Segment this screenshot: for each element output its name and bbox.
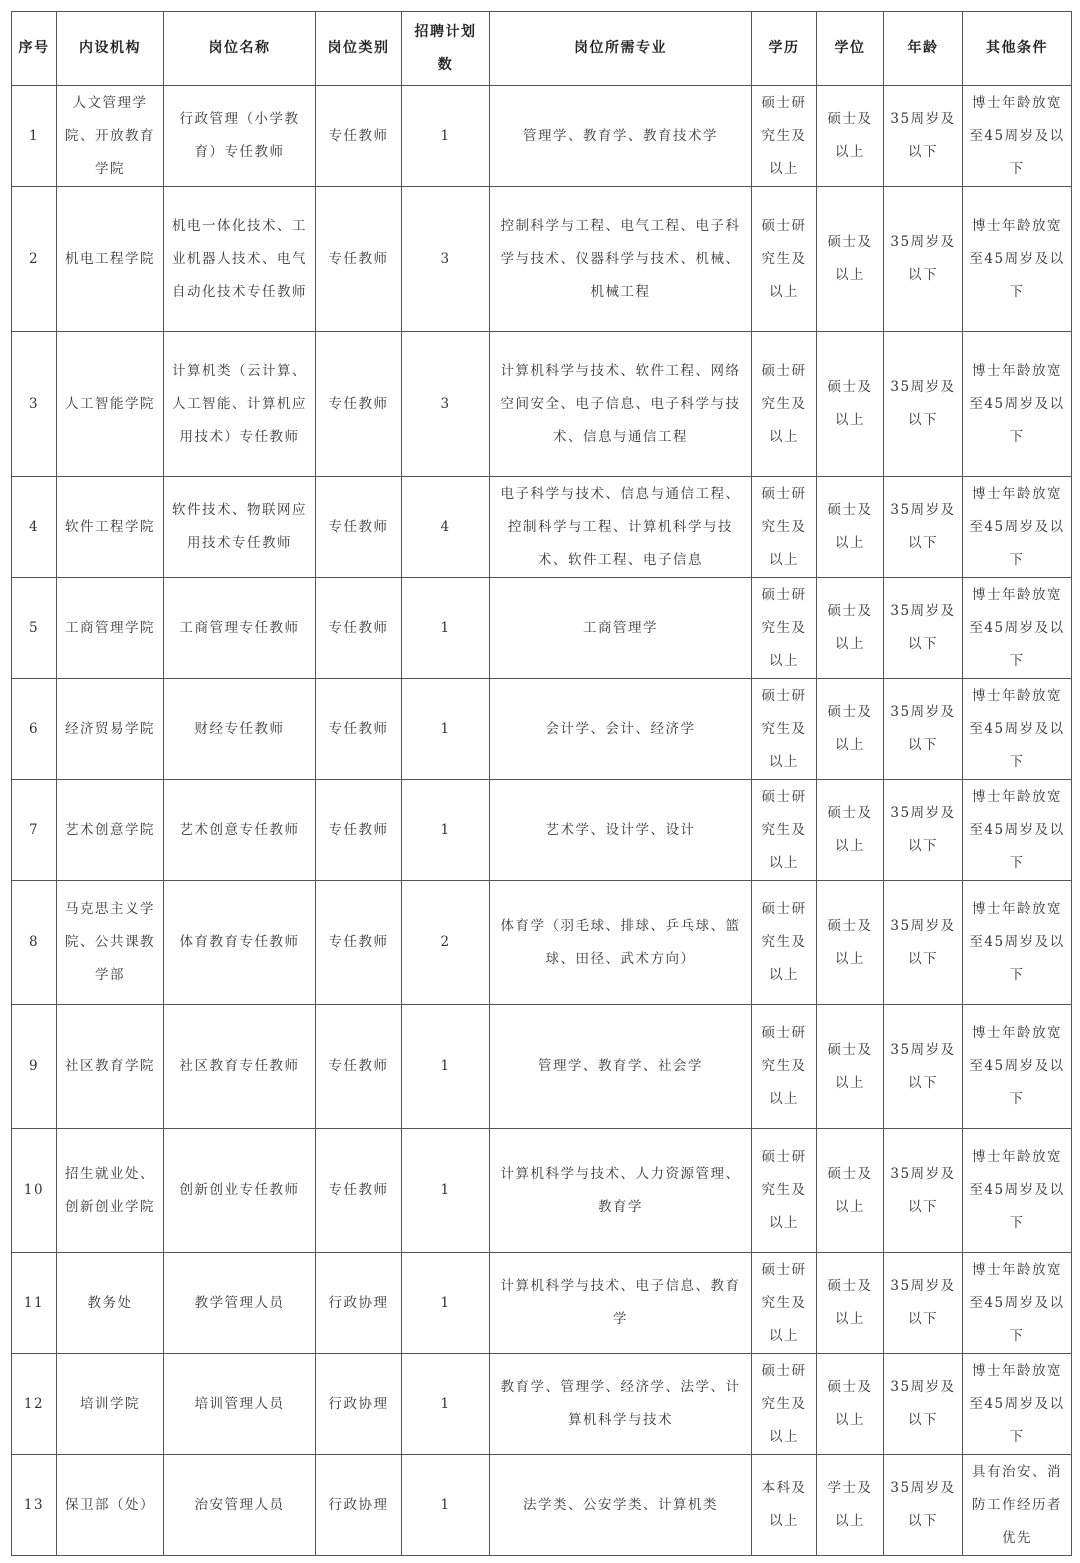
cell-other: 博士年龄放宽至45周岁及以下 — [963, 187, 1072, 332]
cell-degree: 硕士及以上 — [817, 1005, 884, 1129]
cell-major: 管理学、教育学、社会学 — [490, 1005, 752, 1129]
cell-major: 法学类、公安学类、计算机类 — [490, 1455, 752, 1556]
cell-plan-count: 1 — [402, 1129, 490, 1253]
cell-degree: 硕士及以上 — [817, 679, 884, 780]
cell-plan-count: 1 — [402, 679, 490, 780]
cell-department: 招生就业处、创新创业学院 — [57, 1129, 164, 1253]
header-other: 其他条件 — [963, 12, 1072, 86]
cell-degree: 硕士及以上 — [817, 1129, 884, 1253]
table-row — [12, 679, 1072, 780]
table-row — [12, 881, 1072, 1005]
cell-position-type: 专任教师 — [316, 1005, 402, 1129]
cell-position-name: 治安管理人员 — [164, 1455, 316, 1556]
cell-position-type: 专任教师 — [316, 881, 402, 1005]
cell-major: 管理学、教育学、教育技术学 — [490, 86, 752, 187]
cell-plan-count: 1 — [402, 1253, 490, 1354]
cell-major: 控制科学与工程、电气工程、电子科学与技术、仪器科学与技术、机械、机械工程 — [490, 187, 752, 332]
cell-degree: 硕士及以上 — [817, 1253, 884, 1354]
cell-department: 工商管理学院 — [57, 578, 164, 679]
cell-major: 计算机科学与技术、软件工程、网络空间安全、电子信息、电子科学与技术、信息与通信工程 — [490, 332, 752, 477]
cell-position-type: 专任教师 — [316, 332, 402, 477]
cell-degree: 硕士及以上 — [817, 578, 884, 679]
header-degree: 学位 — [817, 12, 884, 86]
cell-serial: 2 — [12, 187, 57, 332]
cell-serial: 3 — [12, 332, 57, 477]
cell-major: 计算机科学与技术、人力资源管理、教育学 — [490, 1129, 752, 1253]
cell-other: 博士年龄放宽至45周岁及以下 — [963, 477, 1072, 578]
cell-position-name: 教学管理人员 — [164, 1253, 316, 1354]
cell-position-name: 体育教育专任教师 — [164, 881, 316, 1005]
cell-department: 保卫部（处） — [57, 1455, 164, 1556]
cell-department: 艺术创意学院 — [57, 780, 164, 881]
table-row — [12, 332, 1072, 477]
cell-age: 35周岁及以下 — [884, 86, 963, 187]
cell-plan-count: 4 — [402, 477, 490, 578]
table-row — [12, 187, 1072, 332]
cell-other: 博士年龄放宽至45周岁及以下 — [963, 881, 1072, 1005]
cell-age: 35周岁及以下 — [884, 881, 963, 1005]
cell-degree: 学士及以上 — [817, 1455, 884, 1556]
cell-degree: 硕士及以上 — [817, 86, 884, 187]
table-row — [12, 1455, 1072, 1556]
cell-other: 博士年龄放宽至45周岁及以下 — [963, 578, 1072, 679]
cell-serial: 7 — [12, 780, 57, 881]
table-row — [12, 1129, 1072, 1253]
cell-age: 35周岁及以下 — [884, 1354, 963, 1455]
cell-degree: 硕士及以上 — [817, 881, 884, 1005]
cell-education: 硕士研究生及以上 — [752, 1005, 817, 1129]
cell-serial: 1 — [12, 86, 57, 187]
cell-position-type: 行政协理 — [316, 1354, 402, 1455]
cell-position-name: 工商管理专任教师 — [164, 578, 316, 679]
cell-serial: 10 — [12, 1129, 57, 1253]
cell-education: 硕士研究生及以上 — [752, 578, 817, 679]
cell-position-type: 专任教师 — [316, 1129, 402, 1253]
cell-age: 35周岁及以下 — [884, 1005, 963, 1129]
cell-serial: 12 — [12, 1354, 57, 1455]
cell-major: 体育学（羽毛球、排球、乒乓球、篮球、田径、武术方向） — [490, 881, 752, 1005]
document-page — [11, 11, 1072, 1556]
cell-other: 博士年龄放宽至45周岁及以下 — [963, 1005, 1072, 1129]
cell-department: 社区教育学院 — [57, 1005, 164, 1129]
cell-education: 硕士研究生及以上 — [752, 679, 817, 780]
cell-serial: 6 — [12, 679, 57, 780]
cell-age: 35周岁及以下 — [884, 780, 963, 881]
cell-major: 会计学、会计、经济学 — [490, 679, 752, 780]
cell-major: 计算机科学与技术、电子信息、教育学 — [490, 1253, 752, 1354]
cell-department: 机电工程学院 — [57, 187, 164, 332]
table-row — [12, 1354, 1072, 1455]
cell-position-name: 艺术创意专任教师 — [164, 780, 316, 881]
cell-plan-count: 1 — [402, 1354, 490, 1455]
cell-position-type: 专任教师 — [316, 86, 402, 187]
cell-degree: 硕士及以上 — [817, 332, 884, 477]
cell-position-name: 培训管理人员 — [164, 1354, 316, 1455]
cell-department: 培训学院 — [57, 1354, 164, 1455]
cell-serial: 11 — [12, 1253, 57, 1354]
cell-other: 博士年龄放宽至45周岁及以下 — [963, 86, 1072, 187]
cell-serial: 4 — [12, 477, 57, 578]
header-department: 内设机构 — [57, 12, 164, 86]
cell-serial: 13 — [12, 1455, 57, 1556]
header-serial: 序号 — [12, 12, 57, 86]
cell-major: 艺术学、设计学、设计 — [490, 780, 752, 881]
cell-other: 博士年龄放宽至45周岁及以下 — [963, 1253, 1072, 1354]
cell-position-name: 软件技术、物联网应用技术专任教师 — [164, 477, 316, 578]
table-body — [12, 86, 1072, 1556]
cell-degree: 硕士及以上 — [817, 1354, 884, 1455]
cell-major: 电子科学与技术、信息与通信工程、控制科学与工程、计算机科学与技术、软件工程、电子信息 — [490, 477, 752, 578]
cell-education: 硕士研究生及以上 — [752, 1129, 817, 1253]
cell-other: 博士年龄放宽至45周岁及以下 — [963, 780, 1072, 881]
cell-department: 软件工程学院 — [57, 477, 164, 578]
cell-position-name: 机电一体化技术、工业机器人技术、电气自动化技术专任教师 — [164, 187, 316, 332]
cell-age: 35周岁及以下 — [884, 1129, 963, 1253]
header-plan-count: 招聘计划数 — [402, 12, 490, 86]
cell-age: 35周岁及以下 — [884, 187, 963, 332]
cell-other: 具有治安、消防工作经历者优先 — [963, 1455, 1072, 1556]
cell-plan-count: 1 — [402, 86, 490, 187]
table-header-row — [12, 12, 1072, 86]
cell-position-name: 社区教育专任教师 — [164, 1005, 316, 1129]
cell-education: 硕士研究生及以上 — [752, 477, 817, 578]
cell-serial: 8 — [12, 881, 57, 1005]
cell-department: 马克思主义学院、公共课教学部 — [57, 881, 164, 1005]
cell-position-type: 专任教师 — [316, 679, 402, 780]
cell-position-name: 行政管理（小学教育）专任教师 — [164, 86, 316, 187]
cell-position-type: 专任教师 — [316, 187, 402, 332]
cell-plan-count: 1 — [402, 578, 490, 679]
cell-other: 博士年龄放宽至45周岁及以下 — [963, 332, 1072, 477]
cell-plan-count: 2 — [402, 881, 490, 1005]
cell-degree: 硕士及以上 — [817, 187, 884, 332]
cell-department: 教务处 — [57, 1253, 164, 1354]
cell-education: 硕士研究生及以上 — [752, 86, 817, 187]
cell-position-type: 行政协理 — [316, 1253, 402, 1354]
cell-age: 35周岁及以下 — [884, 679, 963, 780]
cell-department: 人工智能学院 — [57, 332, 164, 477]
cell-education: 硕士研究生及以上 — [752, 1253, 817, 1354]
header-age: 年龄 — [884, 12, 963, 86]
cell-education: 硕士研究生及以上 — [752, 881, 817, 1005]
cell-plan-count: 3 — [402, 332, 490, 477]
cell-position-type: 专任教师 — [316, 578, 402, 679]
table-row — [12, 477, 1072, 578]
cell-position-name: 创新创业专任教师 — [164, 1129, 316, 1253]
cell-department: 经济贸易学院 — [57, 679, 164, 780]
cell-other: 博士年龄放宽至45周岁及以下 — [963, 679, 1072, 780]
cell-education: 硕士研究生及以上 — [752, 187, 817, 332]
cell-plan-count: 3 — [402, 187, 490, 332]
cell-degree: 硕士及以上 — [817, 780, 884, 881]
cell-major: 工商管理学 — [490, 578, 752, 679]
cell-age: 35周岁及以下 — [884, 1253, 963, 1354]
table-row — [12, 1253, 1072, 1354]
cell-major: 教育学、管理学、经济学、法学、计算机科学与技术 — [490, 1354, 752, 1455]
cell-age: 35周岁及以下 — [884, 578, 963, 679]
header-position-name: 岗位名称 — [164, 12, 316, 86]
cell-department: 人文管理学院、开放教育学院 — [57, 86, 164, 187]
cell-position-name: 财经专任教师 — [164, 679, 316, 780]
cell-other: 博士年龄放宽至45周岁及以下 — [963, 1129, 1072, 1253]
table-row — [12, 578, 1072, 679]
cell-degree: 硕士及以上 — [817, 477, 884, 578]
table-row — [12, 1005, 1072, 1129]
cell-serial: 9 — [12, 1005, 57, 1129]
cell-position-type: 专任教师 — [316, 780, 402, 881]
cell-plan-count: 1 — [402, 1455, 490, 1556]
cell-position-name: 计算机类（云计算、人工智能、计算机应用技术）专任教师 — [164, 332, 316, 477]
cell-position-type: 行政协理 — [316, 1455, 402, 1556]
table-row — [12, 86, 1072, 187]
cell-education: 硕士研究生及以上 — [752, 332, 817, 477]
cell-other: 博士年龄放宽至45周岁及以下 — [963, 1354, 1072, 1455]
recruitment-table — [11, 11, 1072, 1556]
cell-position-type: 专任教师 — [316, 477, 402, 578]
cell-plan-count: 1 — [402, 1005, 490, 1129]
header-education: 学历 — [752, 12, 817, 86]
cell-education: 本科及以上 — [752, 1455, 817, 1556]
cell-age: 35周岁及以下 — [884, 1455, 963, 1556]
cell-education: 硕士研究生及以上 — [752, 780, 817, 881]
table-row — [12, 780, 1072, 881]
cell-serial: 5 — [12, 578, 57, 679]
cell-age: 35周岁及以下 — [884, 477, 963, 578]
header-major: 岗位所需专业 — [490, 12, 752, 86]
cell-age: 35周岁及以下 — [884, 332, 963, 477]
cell-education: 硕士研究生及以上 — [752, 1354, 817, 1455]
cell-plan-count: 1 — [402, 780, 490, 881]
header-position-type: 岗位类别 — [316, 12, 402, 86]
